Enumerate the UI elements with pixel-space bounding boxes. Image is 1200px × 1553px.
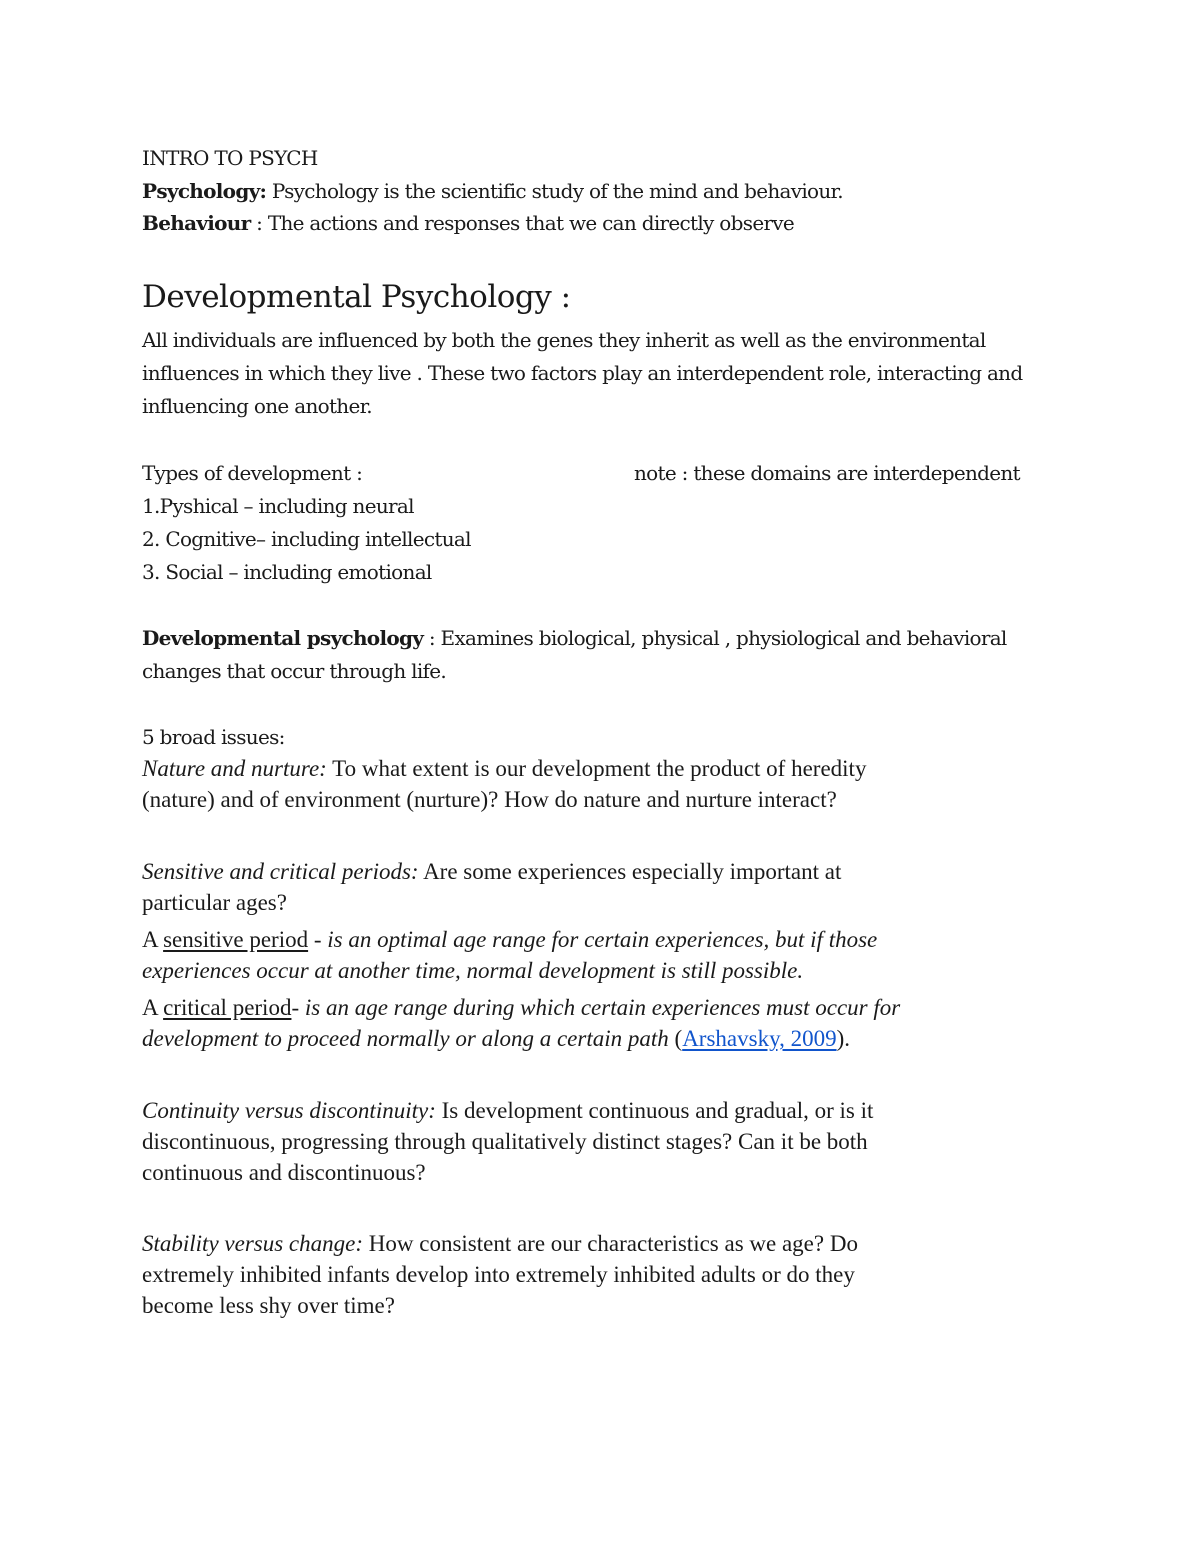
prefix-text: A xyxy=(142,995,164,1020)
list-item: 2. Cognitive– including intellectual xyxy=(142,527,471,551)
definition-text: : Examines biological, physical , physiological and behavioral xyxy=(423,626,1007,650)
definition-line xyxy=(142,1025,850,1053)
devpsych-line: changes that occur through life. xyxy=(142,659,447,683)
definition-text: Psychology is the scientific study of the mind and behaviour. xyxy=(266,179,843,203)
definition-term: Behaviour xyxy=(142,211,251,235)
definition-term: Developmental psychology xyxy=(142,626,424,650)
types-note: note : these domains are interdependent xyxy=(634,461,1020,485)
issue-term: Stability versus change: xyxy=(142,1231,364,1256)
issue-text: How consistent are our characteristics as we age? Do xyxy=(363,1231,858,1256)
list-item: 3. Social – including emotional xyxy=(142,560,432,584)
doc-title: INTRO TO PSYCH xyxy=(142,146,318,170)
issue-sensitive xyxy=(142,858,841,886)
paren-open: ( xyxy=(668,1026,683,1051)
paragraph-line: All individuals are influenced by both the genes they inherit as well as the environmental xyxy=(142,328,986,352)
issue-line: discontinuous, progressing through qualitatively distinct stages? Can it be both xyxy=(142,1129,868,1154)
definition-text: development to proceed normally or along a certain path xyxy=(142,1026,669,1051)
critical-period-term: critical period xyxy=(163,995,292,1020)
list-item: 1.Pyshical – including neural xyxy=(142,494,414,518)
definition-text: - is an optimal age range for certain experiences, but if those xyxy=(308,927,878,952)
sensitive-period-definition xyxy=(142,926,877,954)
issue-term: Nature and nurture: xyxy=(142,756,327,781)
paragraph-line: influences in which they live . These two factors play an interdependent role, interacting and xyxy=(142,361,1023,385)
definition-term: Psychology: xyxy=(142,179,267,203)
issue-line: extremely inhibited infants develop into extremely inhibited adults or do they xyxy=(142,1262,855,1287)
issue-line: particular ages? xyxy=(142,890,287,915)
prefix-text: A xyxy=(142,927,164,952)
definition-psychology xyxy=(142,177,843,205)
definition-text: experiences occur at another time, normal development is still possible. xyxy=(142,958,804,983)
issue-nature xyxy=(142,755,866,783)
issue-line: continuous and discontinuous? xyxy=(142,1160,426,1185)
issue-term: Continuity versus discontinuity: xyxy=(142,1098,436,1123)
issue-text: To what extent is our development the product of heredity xyxy=(326,756,867,781)
definition-behaviour xyxy=(142,209,794,237)
types-label: Types of development : xyxy=(142,461,363,485)
definition-text: : The actions and responses that we can directly observe xyxy=(250,211,795,235)
paren-close: ). xyxy=(836,1026,850,1051)
critical-period-definition xyxy=(142,994,900,1022)
issue-text: Are some experiences especially important at xyxy=(418,859,842,884)
citation-link[interactable]: Arshavsky, 2009 xyxy=(682,1026,837,1051)
definition-line xyxy=(142,957,803,985)
definition-text: - is an age range during which certain experiences must occur for xyxy=(291,995,901,1020)
paragraph-line: influencing one another. xyxy=(142,394,372,418)
devpsych-definition xyxy=(142,624,1007,652)
issues-label: 5 broad issues: xyxy=(142,725,285,749)
issue-continuity xyxy=(142,1097,873,1125)
issue-term: Sensitive and critical periods: xyxy=(142,859,419,884)
issue-text: Is development continuous and gradual, or is it xyxy=(435,1098,874,1123)
section-heading: Developmental Psychology : xyxy=(142,279,571,315)
sensitive-period-term: sensitive period xyxy=(163,927,309,952)
issue-stability xyxy=(142,1230,858,1258)
issue-line: become less shy over time? xyxy=(142,1293,395,1318)
issue-line: (nature) and of environment (nurture)? How do nature and nurture interact? xyxy=(142,787,837,812)
